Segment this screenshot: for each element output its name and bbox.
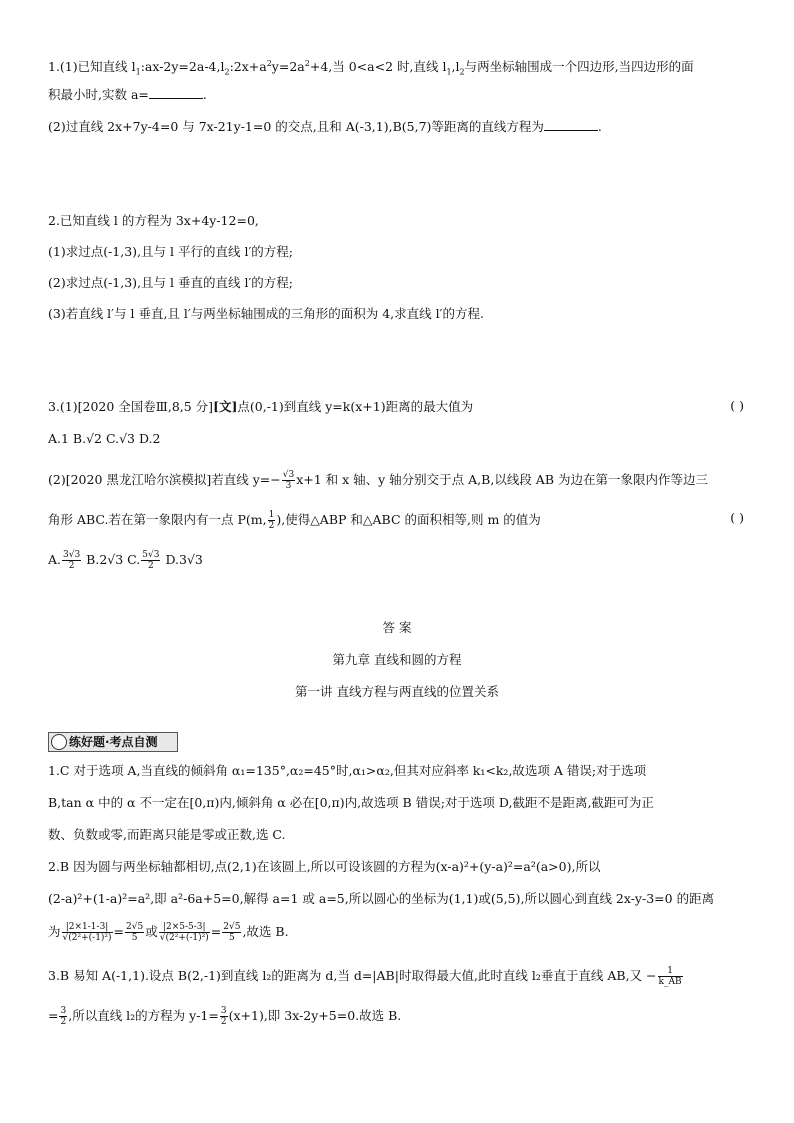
a1-line-1: 1.C 对于选项 A,当直线的倾斜角 α₁=135°,α₂=45°时,α₁>α₂,但其对应斜率 k₁<k₂,故选项 A 错误;对于选项 [48, 763, 647, 778]
q1-line-3: (2)过直线 2x+7y-4=0 与 7x-21y-1=0 的交点,且和 A(-3,1),B(5,7)等距离的直线方程为 . [48, 119, 602, 134]
q2-line-1: 2.已知直线 l 的方程为 3x+4y-12=0, [48, 213, 259, 228]
lightbulb-icon [51, 734, 67, 750]
q2-line-4: (3)若直线 l′与 l 垂直,且 l′与两坐标轴围成的三角形的面积为 4,求直线 l′的方程. [48, 306, 484, 321]
a1-line-3: 数、负数或零,而距离只能是零或正数,选 C. [48, 827, 286, 842]
q3-2-options: A. $\frac{3√3}{2}$ B.2√3 C. $\frac{5√3}{2}$ D.3√3 [48, 550, 203, 571]
q3-1-options: A.1 B.√2 C.√3 D.2 [48, 431, 161, 446]
fraction: $\frac{|2\times 1-1-3|}{\text{√(2²+(-1)²)}}$ [62, 922, 112, 943]
a3-line-2: = $\frac{3}{2}$ ,所以直线 l₂的方程为 y-1= $\frac{3}{2}$ (x+1),即 3x-2y+5=0.故选 B. [48, 1006, 402, 1027]
a1-line-2: B,tan α 中的 α 不一定在[0,π)内,倾斜角 α 必在[0,π)内,故选项 B 错误;对于选项 D,截距不是距离,截距可为正 [48, 795, 654, 810]
fraction: $\frac{|2\times 5-5-3|}{\text{√(2²+(-1)²)}}$ [159, 922, 209, 943]
fraction: $\frac{1}{2}$ [268, 510, 275, 531]
answer-blank [149, 86, 203, 99]
lecture-title: 第一讲 直线方程与两直线的位置关系 [295, 684, 499, 699]
fraction: $\frac{1}{k\_AB}$ [658, 966, 682, 987]
q3-line-2: (2)[2020 黑龙江哈尔滨模拟]若直线 y=− $\frac{√3}{3}$ x+1 和 x 轴、y 轴分别交于点 A,B,以线段 AB 为边在第一象限内作等边三 [48, 470, 708, 491]
q3-1-answer-paren: ( ) [730, 398, 744, 413]
section-header [48, 732, 178, 752]
answer-title: 答 案 [382, 620, 412, 635]
q1-line-2: 积最小时,实数 a= . [48, 87, 207, 102]
fraction: $\frac{2√5}{5}$ [223, 922, 241, 943]
fraction: $\frac{3}{2}$ [220, 1006, 227, 1027]
fraction: $\frac{2√5}{5}$ [126, 922, 144, 943]
fraction: $\frac{3√3}{2}$ [63, 550, 81, 571]
fraction: $\frac{√3}{3}$ [282, 470, 295, 491]
a2-line-1: 2.B 因为圆与两坐标轴都相切,点(2,1)在该圆上,所以可设该圆的方程为(x-a)²+(y-a)²=a²(a>0),所以 [48, 859, 601, 874]
q1-line-1: 1.(1)已知直线 $l_1:ax-2y=2a-4,l_2:2x+a^2y=2a^2+4$,当 0<a<2 时,直线 $l_1,l_2$与两坐标轴围成一个四边形,当四边形的面 [48, 59, 694, 77]
a3-line-1: 3.B 易知 A(-1,1).设点 B(2,-1)到直线 l₂的距离为 d,当 d=|AB|时取得最大值,此时直线 l₂垂直于直线 AB,又 − $\frac{1}{k\_AB}$ [48, 966, 682, 987]
q3-2-answer-paren: ( ) [730, 510, 744, 525]
chapter-title: 第九章 直线和圆的方程 [332, 652, 462, 667]
q2-line-3: (2)求过点(-1,3),且与 l 垂直的直线 l′的方程; [48, 275, 294, 290]
a2-line-3: 为 $\frac{|2\times 1-1-3|}{\text{√(2²+(-1)²)}}$ = $\frac{2√5}{5}$ 或 $\frac{|2\times 5-5-3|}{\text{√(2²+(-1)²)}}$ = $\frac{2√5}{5}$ ,故选 B. [48, 922, 289, 943]
q2-line-2: (1)求过点(-1,3),且与 l 平行的直线 l′的方程; [48, 244, 294, 259]
section-label: 练好题·考点自测 [69, 735, 158, 749]
answer-blank [544, 118, 598, 131]
q3-line-1: 3.(1)[2020 全国卷Ⅲ,8,5 分][文]点(0,-1)到直线 y=k(x+1)距离的最大值为 [48, 399, 474, 414]
q3-line-3: 角形 ABC.若在第一象限内有一点 P(m, $\frac{1}{2}$ ),使得△ABP 和△ABC 的面积相等,则 m 的值为 [48, 510, 541, 531]
fraction: $\frac{3}{2}$ [60, 1006, 67, 1027]
a2-line-2: (2-a)²+(1-a)²=a²,即 a²-6a+5=0,解得 a=1 或 a=5,所以圆心的坐标为(1,1)或(5,5),所以圆心到直线 2x-y-3=0 的距离 [48, 891, 715, 906]
fraction: $\frac{5√3}{2}$ [142, 550, 160, 571]
